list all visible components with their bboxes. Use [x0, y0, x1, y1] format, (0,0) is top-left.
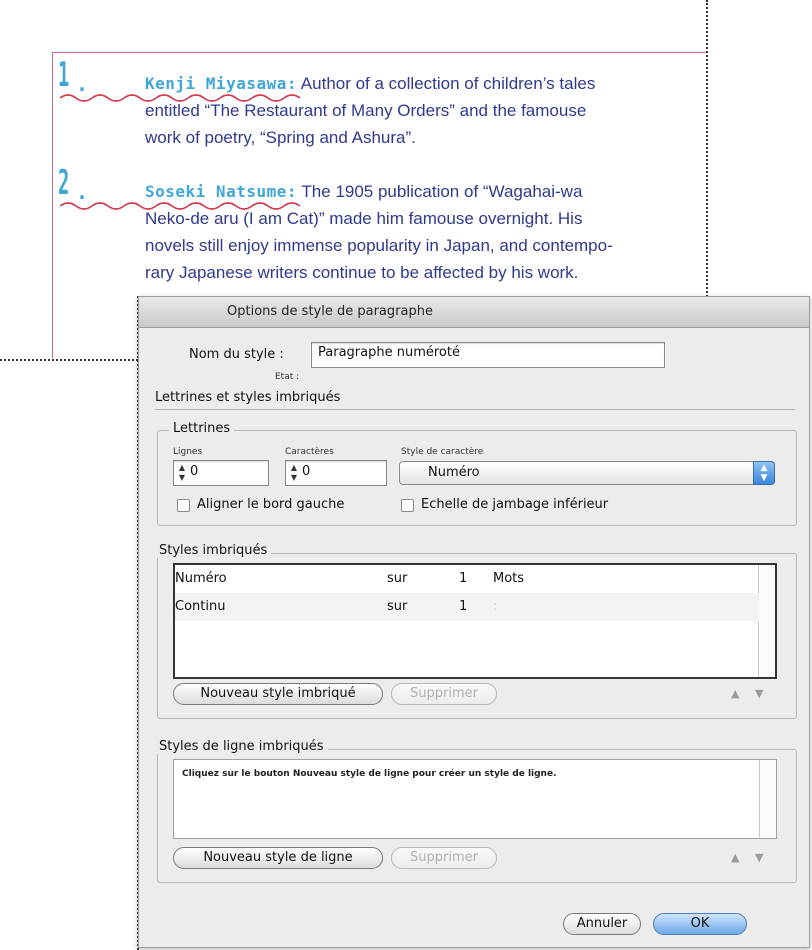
- list-entry-1: [145, 70, 665, 151]
- nested-style-through: sur: [387, 571, 408, 586]
- entry-text-line: Author of a collection of children’s tales: [300, 74, 596, 93]
- characters-label: Caractères: [285, 447, 334, 457]
- ok-button[interactable]: OK: [653, 913, 747, 935]
- nested-style-row[interactable]: [175, 565, 759, 593]
- move-up-arrow-icon[interactable]: ▲: [731, 851, 740, 864]
- popup-arrows-icon[interactable]: ▲ ▼: [753, 461, 775, 485]
- characters-stepper[interactable]: [285, 460, 387, 486]
- style-name-input[interactable]: Paragraphe numéroté: [311, 342, 665, 368]
- descender-scale-checkbox[interactable]: [401, 499, 414, 512]
- char-style-label: Style de caractère: [401, 447, 484, 457]
- dialog-title: Options de style de paragraphe: [227, 304, 433, 319]
- entry-text-line: Neko-de aru (I am Cat)” made him famouse overnight. His: [145, 209, 583, 228]
- lines-label: Lignes: [173, 447, 203, 457]
- nested-line-styles-hint: Cliquez sur le bouton Nouveau style de ligne pour créer un style de ligne.: [182, 769, 557, 779]
- nested-style-unit: Mots: [493, 571, 525, 586]
- list-number-dot: .: [76, 180, 89, 204]
- list-number-2: 2: [58, 163, 70, 203]
- stepper-arrows-icon[interactable]: ▲ ▼: [178, 463, 186, 482]
- nested-style-row[interactable]: [175, 593, 759, 621]
- move-down-arrow-icon[interactable]: ▼: [755, 687, 764, 700]
- move-down-arrow-icon[interactable]: ▼: [755, 851, 764, 864]
- dropcaps-group-title: Lettrines: [169, 421, 234, 436]
- align-left-label: Aligner le bord gauche: [197, 497, 345, 512]
- nested-style-name: Numéro: [175, 571, 227, 586]
- new-line-style-button[interactable]: Nouveau style de ligne: [173, 847, 383, 869]
- entry-name: Kenji Miyasawa:: [145, 74, 297, 93]
- move-up-arrow-icon[interactable]: ▲: [731, 687, 740, 700]
- stepper-arrows-icon[interactable]: ▲ ▼: [290, 463, 298, 482]
- delete-nested-style-button[interactable]: Supprimer: [391, 683, 497, 705]
- nested-styles-list[interactable]: [173, 563, 777, 679]
- entry-text-line: novels still enjoy immense popularity in Japan, and contempo-: [145, 236, 613, 255]
- dialog-titlebar[interactable]: [139, 297, 809, 328]
- nested-style-name: Continu: [175, 599, 226, 614]
- lines-value: 0: [190, 464, 199, 479]
- entry-text-line: entitled “The Restaurant of Many Orders” and the famouse: [145, 101, 587, 120]
- vertical-guide: [706, 0, 708, 300]
- style-name-label: Nom du style :: [189, 347, 284, 362]
- nested-style-unit: :: [493, 599, 498, 614]
- nested-style-count: 1: [459, 571, 468, 586]
- paragraph-style-options-dialog: [138, 296, 810, 948]
- cancel-button[interactable]: Annuler: [563, 913, 641, 935]
- entry-name: Soseki Natsume:: [145, 182, 297, 201]
- new-nested-style-button[interactable]: Nouveau style imbriqué: [173, 683, 383, 705]
- entry-text-line: rary Japanese writers continue to be affected by his work.: [145, 263, 579, 282]
- section-title: Lettrines et styles imbriqués: [155, 390, 341, 405]
- entry-text-line: The 1905 publication of “Wagahai-wa: [301, 182, 583, 201]
- list-entry-2: [145, 178, 665, 286]
- state-label: Etat :: [275, 372, 300, 382]
- align-left-checkbox[interactable]: [177, 499, 190, 512]
- lines-stepper[interactable]: [173, 460, 269, 486]
- nested-styles-title: Styles imbriqués: [155, 543, 271, 558]
- entry-text-line: work of poetry, “Spring and Ashura”.: [145, 128, 416, 147]
- char-style-select[interactable]: [399, 461, 775, 485]
- page-top-edge: [52, 52, 706, 53]
- horizontal-guide: [0, 359, 138, 361]
- characters-value: 0: [302, 464, 311, 479]
- descender-scale-label: Echelle de jambage inférieur: [421, 497, 609, 512]
- nested-styles-scrollbar[interactable]: [758, 565, 775, 677]
- char-style-value: Numéro: [428, 465, 480, 480]
- nested-line-styles-scrollbar[interactable]: [759, 760, 776, 838]
- nested-line-styles-list[interactable]: [173, 759, 777, 839]
- page-left-edge: [52, 52, 53, 358]
- section-divider: [155, 409, 795, 410]
- list-number-dot: .: [76, 72, 89, 96]
- nested-style-through: sur: [387, 599, 408, 614]
- list-number-1: 1: [58, 55, 70, 95]
- nested-style-count: 1: [459, 599, 468, 614]
- nested-line-styles-title: Styles de ligne imbriqués: [155, 739, 328, 754]
- delete-line-style-button[interactable]: Supprimer: [391, 847, 497, 869]
